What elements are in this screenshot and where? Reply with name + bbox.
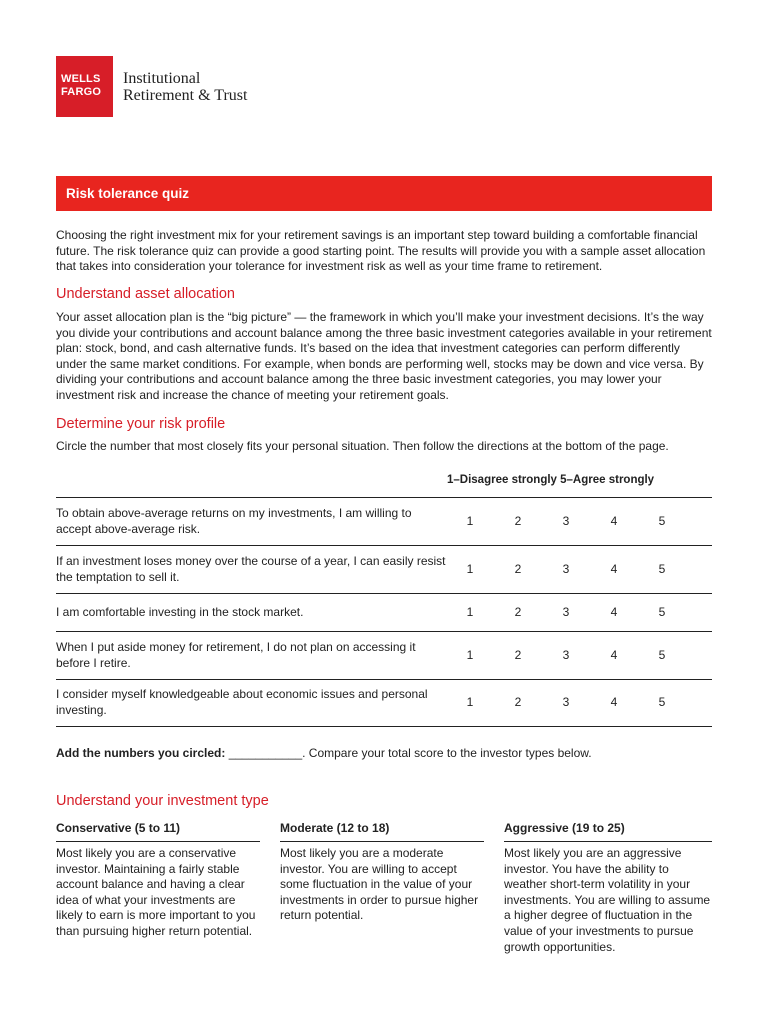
type-conservative: [56, 821, 260, 940]
option-2[interactable]: 2: [514, 604, 522, 619]
question-text: I am comfortable investing in the stock market.: [56, 604, 304, 619]
option-3[interactable]: 3: [562, 695, 570, 710]
risk-profile-instructions: Circle the number that most closely fits your personal situation. Then follow the directions at the bottom of the page.: [56, 439, 669, 453]
allocation-paragraph: Your asset allocation plan is the “big picture” — the framework in which you’ll make your investment decisions. It’s the way you divide your contributions and account balance among the three basic investment categories available in your retirement plan: stock, bond, and cash alternative funds. It’s based on the idea that investment categories can perform differently under the same market conditions. For example, when bonds are performing well, stocks may be down and vice versa. By dividing your contributions and account balance among the three basic investment categories, you may lower your investment risk and increase the chance of meeting your retirement goals.: [56, 310, 712, 402]
quiz-table: [56, 497, 712, 727]
question-text: If an investment loses money over the course of a year, I can easily resist the temptation to sell it.: [56, 553, 446, 584]
option-4[interactable]: 4: [610, 513, 618, 528]
investment-type-heading: Understand your investment type: [56, 793, 269, 809]
type-description: Most likely you are an aggressive investor. You have the ability to weather short-term volatility in your investments. You are willing to assume a higher degree of fluctuation in the value of your investments to pursue growth opportunities.: [504, 846, 711, 954]
risk-profile-heading: Determine your risk profile: [56, 416, 226, 432]
option-2[interactable]: 2: [514, 695, 522, 710]
allocation-heading: Understand asset allocation: [56, 286, 235, 302]
quiz-row: [56, 631, 712, 679]
option-2[interactable]: 2: [514, 647, 522, 662]
page-title: Risk tolerance quiz: [56, 176, 712, 211]
option-4[interactable]: 4: [610, 695, 618, 710]
question-text: To obtain above-average returns on my investments, I am willing to accept above-average risk.: [56, 505, 412, 536]
org-name-line-1: Institutional: [123, 70, 201, 87]
score-total-blank[interactable]: ___________: [228, 746, 303, 760]
logo-line-1: WELLS: [61, 73, 101, 85]
quiz-row: [56, 593, 712, 631]
option-1[interactable]: 1: [466, 647, 474, 662]
type-description: Most likely you are a conservative investor. Maintaining a fairly stable account balance and having a clear idea of what your investments are likely to earn is more important to you than pursuing higher return potential.: [56, 846, 256, 938]
option-1[interactable]: 1: [466, 561, 474, 576]
option-5[interactable]: 5: [658, 647, 666, 662]
type-title: Aggressive (19 to 25): [504, 821, 625, 835]
score-total-suffix: . Compare your total score to the investor types below.: [302, 746, 592, 760]
question-text: When I put aside money for retirement, I do not plan on accessing it before I retire.: [56, 639, 416, 670]
option-5[interactable]: 5: [658, 513, 666, 528]
score-total-label: Add the numbers you circled:: [56, 746, 226, 760]
org-name: [123, 70, 247, 104]
score-total-line: [56, 746, 592, 760]
type-description: Most likely you are a moderate investor. You are willing to accept some fluctuation in the value of your investments in order to pursue higher return potential.: [280, 846, 479, 923]
quiz-row: [56, 545, 712, 593]
option-4[interactable]: 4: [610, 647, 618, 662]
quiz-row: [56, 679, 712, 727]
type-title: Moderate (12 to 18): [280, 821, 390, 835]
option-5[interactable]: 5: [658, 695, 666, 710]
question-text: I consider myself knowledgeable about economic issues and personal investing.: [56, 687, 428, 717]
option-1[interactable]: 1: [466, 513, 474, 528]
scale-legend: 1–Disagree strongly 5–Agree strongly: [447, 474, 655, 486]
option-3[interactable]: 3: [562, 561, 570, 576]
option-4[interactable]: 4: [610, 604, 618, 619]
option-3[interactable]: 3: [562, 604, 570, 619]
logo-line-2: FARGO: [61, 86, 102, 98]
type-title: Conservative (5 to 11): [56, 821, 181, 835]
option-2[interactable]: 2: [514, 561, 522, 576]
option-1[interactable]: 1: [466, 695, 474, 710]
type-aggressive: [504, 821, 712, 955]
option-5[interactable]: 5: [658, 561, 666, 576]
option-1[interactable]: 1: [466, 604, 474, 619]
option-3[interactable]: 3: [562, 647, 570, 662]
org-name-line-2: Retirement & Trust: [123, 87, 248, 104]
option-2[interactable]: 2: [514, 513, 522, 528]
quiz-row: [56, 497, 712, 545]
option-5[interactable]: 5: [658, 604, 666, 619]
intro-paragraph: Choosing the right investment mix for your retirement savings is an important step toward building a comfortable financial future. The risk tolerance quiz can provide a good starting point. The results will provide you with a sample asset allocation that takes into consideration your tolerance for investment risk as well as your time frame to retirement.: [56, 228, 706, 274]
option-3[interactable]: 3: [562, 513, 570, 528]
option-4[interactable]: 4: [610, 561, 618, 576]
type-moderate: [280, 821, 484, 924]
wells-fargo-logo: [56, 56, 113, 117]
